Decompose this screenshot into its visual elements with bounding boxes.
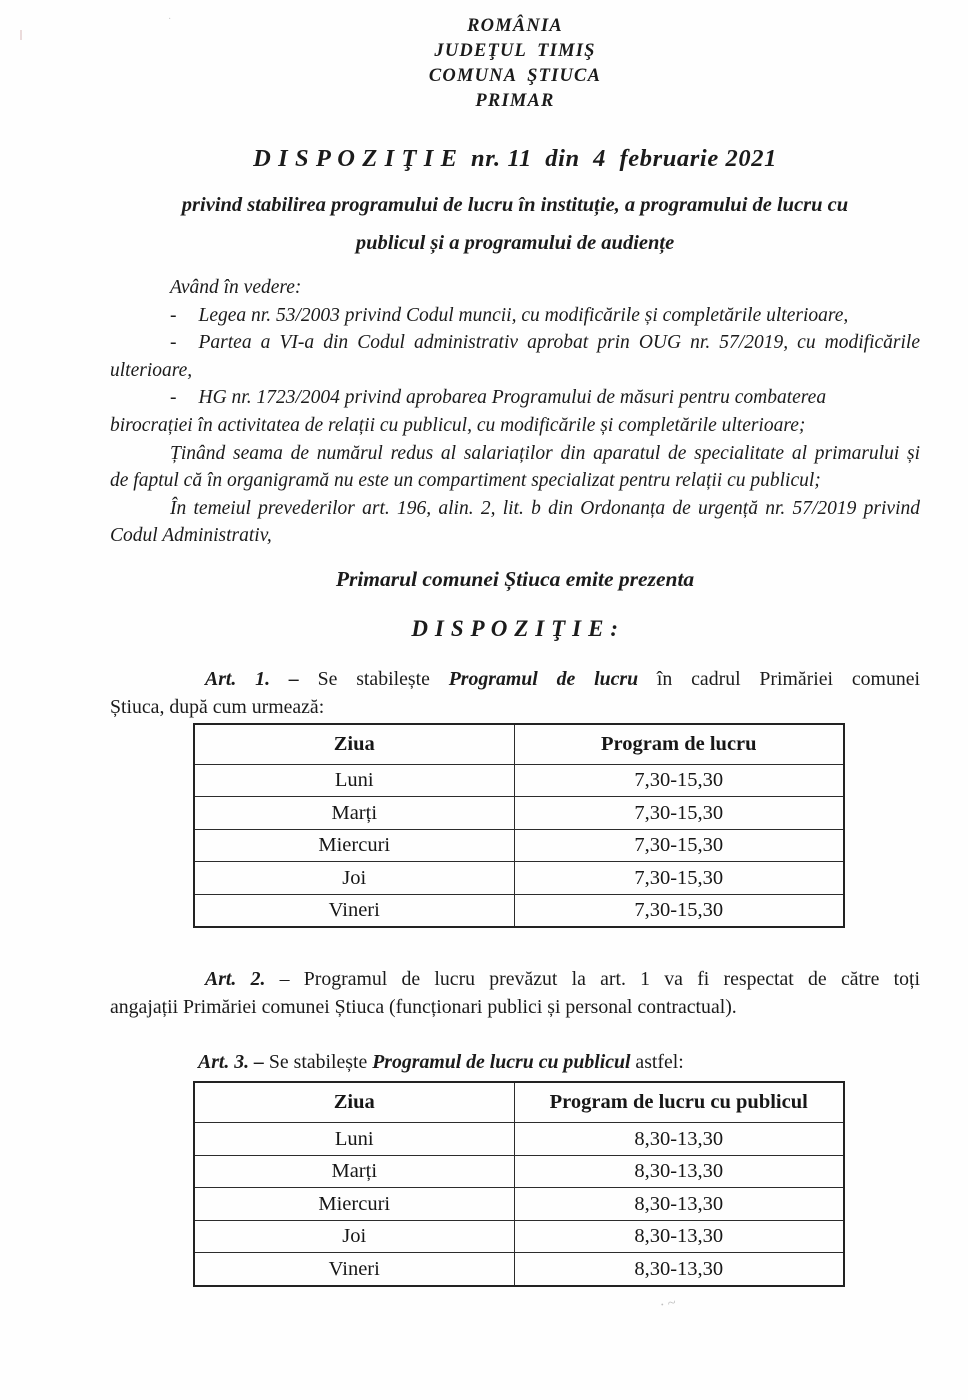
- preamble-item-3-line-2: birocrației în activitatea de relații cu publicul, cu modificările și completările ulterioare;: [110, 414, 806, 436]
- day-cell: Joi: [194, 1220, 514, 1253]
- hours-cell: 7,30-15,30: [514, 829, 844, 862]
- article-2-text: – Programul de lucru prevăzut la art. 1 va fi respectat de către toți: [265, 968, 920, 991]
- hours-cell: 8,30-13,30: [514, 1155, 844, 1188]
- preamble-consideration-1-line-1: Ținând seama de numărul redus al salariaților din aparatul de specialitate al primarului și: [170, 442, 920, 464]
- letterhead: [110, 14, 920, 114]
- day-cell: Joi: [194, 862, 514, 895]
- table-row: [194, 862, 844, 895]
- article-3-pre: Se stabilește: [263, 1051, 373, 1074]
- day-cell: Vineri: [194, 894, 514, 927]
- text-column: [110, 14, 920, 1287]
- article-1: [110, 665, 920, 721]
- article-1-line-1: [110, 665, 920, 693]
- bullet-dash: -: [170, 332, 177, 354]
- scan-speck: ·: [168, 14, 172, 25]
- issuance-line: Primarul comunei Știuca emite prezenta: [335, 566, 695, 591]
- column-header-public-hours: Program de lucru cu publicul: [514, 1082, 844, 1123]
- column-header-day: Ziua: [194, 724, 514, 765]
- table-row: [194, 894, 844, 927]
- article-1-pre: Se stabilește: [298, 667, 449, 690]
- public-schedule-table: [193, 1081, 845, 1287]
- article-3-line-1: [110, 1048, 920, 1076]
- preamble-having: Având în vedere:: [170, 277, 302, 298]
- preamble-item-3-text: HG nr. 1723/2004 privind aprobarea Programului de măsuri pentru combaterea: [198, 387, 827, 409]
- column-header-day: Ziua: [194, 1082, 514, 1123]
- subtitle-line-2: publicul și a programului de audiențe: [355, 232, 675, 254]
- table-row: [194, 1155, 844, 1188]
- letterhead-commune: COMUNA ŞTIUCA: [428, 66, 602, 86]
- table-row: [194, 1220, 844, 1253]
- day-cell: Miercuri: [194, 1188, 514, 1221]
- table-row: [194, 1188, 844, 1221]
- day-cell: Miercuri: [194, 829, 514, 862]
- table-header-row: [194, 724, 844, 765]
- hours-cell: 8,30-13,30: [514, 1253, 844, 1286]
- scan-smudge: ·~: [658, 1294, 681, 1314]
- article-3-emphasis: Programul de lucru cu publicul: [372, 1051, 631, 1074]
- article-2-line-1: [110, 965, 920, 993]
- article-3-post: astfel:: [630, 1051, 684, 1074]
- article-1-line-2: Știuca, după cum urmează:: [110, 695, 325, 718]
- hours-cell: 7,30-15,30: [514, 764, 844, 797]
- bullet-dash: -: [170, 387, 177, 409]
- table-row: [194, 1253, 844, 1286]
- table-header-row: [194, 1082, 844, 1123]
- table-row: [194, 764, 844, 797]
- preamble-item-2-line-1: [110, 329, 920, 357]
- bullet-dash: -: [170, 304, 177, 326]
- day-cell: Luni: [194, 1123, 514, 1156]
- preamble-consideration-2-line-1: În temeiul prevederilor art. 196, alin. 2, lit. b din Ordonanța de urgență nr. 57/2019 privind: [170, 497, 920, 519]
- article-3-label: Art. 3. –: [198, 1051, 264, 1074]
- table-row: [194, 829, 844, 862]
- document-title: D I S P O Z I Ţ I E nr. 11 din 4 februarie 2021: [253, 145, 777, 172]
- day-cell: Marți: [194, 1155, 514, 1188]
- letterhead-office: PRIMAR: [475, 91, 555, 111]
- preamble-item-2-line-2: ulterioare,: [110, 359, 193, 381]
- article-2-label: Art. 2.: [205, 968, 266, 991]
- article-1-post: în cadrul Primăriei comunei: [638, 667, 920, 690]
- hours-cell: 7,30-15,30: [514, 862, 844, 895]
- table-row: [194, 797, 844, 830]
- article-3: [110, 1048, 920, 1076]
- hours-cell: 7,30-15,30: [514, 894, 844, 927]
- work-schedule-table: [193, 723, 845, 929]
- preamble-consideration-2-line-2: Codul Administrativ,: [110, 525, 272, 547]
- subtitle-line-1: privind stabilirea programului de lucru în instituție, a programului de lucru cu: [181, 194, 849, 216]
- scan-mark: [20, 30, 22, 40]
- article-1-emphasis: Programul de lucru: [448, 667, 639, 690]
- preamble-consideration-1-line-2: de faptul că în organigramă nu este un compartiment specializat pentru relații cu publicul;: [110, 470, 821, 492]
- hours-cell: 8,30-13,30: [514, 1220, 844, 1253]
- hours-cell: 7,30-15,30: [514, 797, 844, 830]
- letterhead-country: ROMÂNIA: [467, 16, 563, 36]
- letterhead-county: JUDEŢUL TIMIŞ: [434, 41, 596, 61]
- table-row: [194, 1123, 844, 1156]
- column-header-hours: Program de lucru: [514, 724, 844, 765]
- preamble: [110, 274, 920, 550]
- preamble-item-1-text: Legea nr. 53/2003 privind Codul muncii, cu modificările și completările ulterioare,: [198, 304, 849, 326]
- article-2: [110, 965, 920, 1021]
- day-cell: Luni: [194, 764, 514, 797]
- hours-cell: 8,30-13,30: [514, 1188, 844, 1221]
- article-1-label: Art. 1. –: [205, 667, 299, 690]
- day-cell: Vineri: [194, 1253, 514, 1286]
- preamble-item-1: [110, 302, 920, 330]
- article-2-line-2: angajații Primăriei comunei Știuca (funcționari publici și personal contractual).: [110, 996, 737, 1019]
- preamble-item-3-line-1: [110, 384, 920, 412]
- day-cell: Marți: [194, 797, 514, 830]
- disposition-heading: D I S P O Z I Ţ I E :: [411, 615, 619, 641]
- preamble-item-2-text: Partea a VI-a din Codul administrativ aprobat prin OUG nr. 57/2019, cu modificările: [198, 332, 920, 354]
- hours-cell: 8,30-13,30: [514, 1123, 844, 1156]
